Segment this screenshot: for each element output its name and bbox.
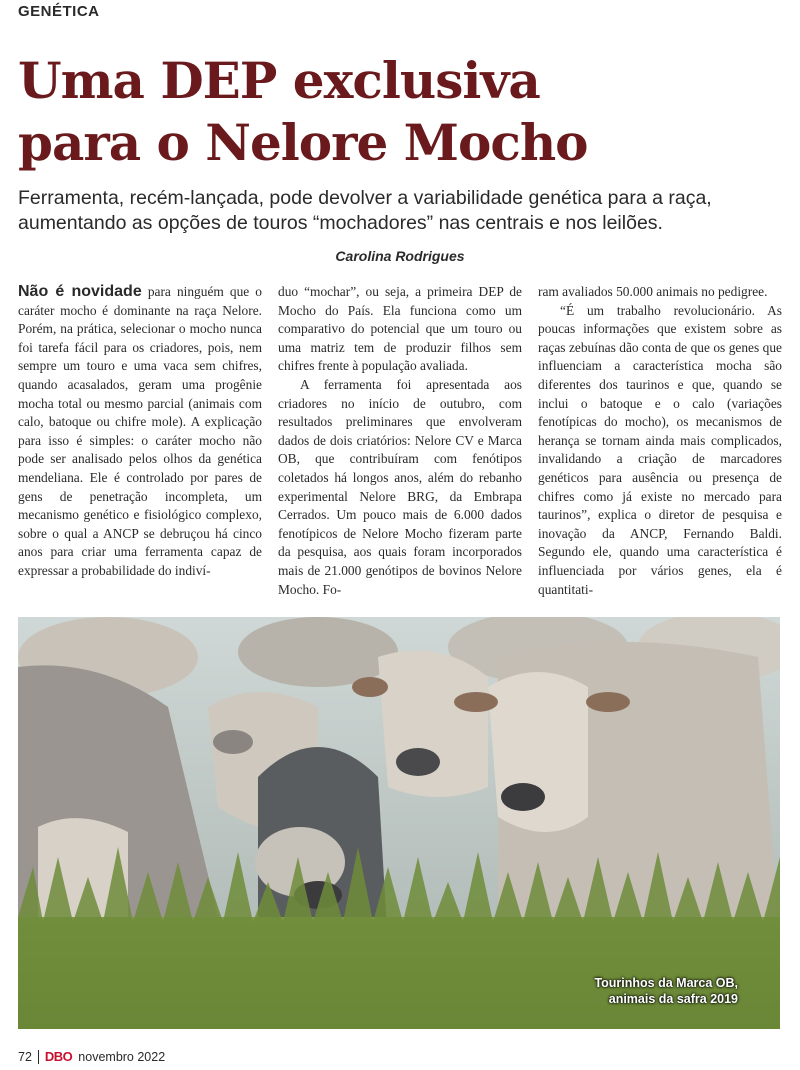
paragraph: duo “mochar”, ou seja, a primeira DEP de Mocho do País. Ela funciona como um comparativo do potencial que um touro ou uma matriz tem de produzir filhos sem chifres frente à população avaliada.: [278, 284, 522, 374]
text-column-1: [18, 283, 262, 581]
article-title: [18, 50, 788, 174]
caption-line-2: animais da safra 2019: [608, 992, 738, 1006]
title-line-1: Uma DEP exclusiva: [18, 51, 540, 110]
cattle-photo: [18, 617, 780, 1029]
text-column-2: [278, 283, 522, 599]
issue-date: novembro 2022: [78, 1049, 166, 1064]
title-line-2: para o Nelore Mocho: [18, 113, 588, 172]
author-byline: Carolina Rodrigues: [335, 248, 465, 264]
paragraph: A ferramenta foi apresentada aos criadores no início de outubro, com resultados preliminares que envolveram dados de dois criatórios: Nelore CV e Marca OB, que contribuíram com fenótipos coletados há longos anos, além do rebanho experimental Nelore BRG, da Embrapa Cerrados. Um pouco mais de 6.000 dados fenotípicos de Nelore Mocho fizeram parte da pesquisa, aos quais foram incorporados mais de 21.000 genótipos de bovinos Nelore Mocho. Fo-: [278, 376, 522, 597]
brand-logo: DBO: [44, 1049, 73, 1064]
photo-caption: [594, 975, 738, 1007]
paragraph: “É um trabalho revolucionário. As poucas informações que existem sobre as raças zebuínas dão conta de que os genes que influenciam a característica mocha são diferentes dos taurinos e que, quando se inclui o batoque e o calo (variações fenotípicas do mocho), os mecanismos de herança se tornam ainda mais complicados, invalidando a criação de marcadores genéticos para ausência ou presença de chifres como já existe no mercado para taurinos”, explica o diretor de pesquisa e inovação da ANCP, Fernando Baldi. Segundo ele, quando uma característica é influenciada por vários genes, ela é quantitati-: [538, 302, 782, 597]
article-subtitle: Ferramenta, recém-lançada, pode devolver a variabilidade genética para a raça, aumentando as opções de touros “mochadores” nas centrais e nos leilões.: [18, 187, 712, 234]
paragraph: [18, 283, 262, 581]
cattle-illustration: [18, 617, 780, 1029]
lead-in: Não é novidade: [18, 283, 142, 300]
text-column-3: [538, 283, 782, 599]
section-label: GENÉTICA: [18, 3, 100, 20]
paragraph: ram avaliados 50.000 animais no pedigree.: [538, 284, 768, 299]
page-footer: [18, 1049, 165, 1064]
caption-line-1: Tourinhos da Marca OB,: [594, 976, 738, 990]
page-number: 72: [18, 1049, 32, 1064]
footer-divider: [38, 1050, 39, 1064]
paragraph-text: para ninguém que o caráter mocho é dominante na raça Nelore. Porém, na prática, selecionar o mocho nunca foi tarefa fácil para os criadores, pois, nem sempre um touro e uma vaca sem chifres, quando acasalados, geram uma progênie mocha total ou mesmo parcial (animais com calo, batoque ou chifre mole). A explicação para isso é simples: o caráter mocho não pode ser analisado pelos olhos da genética mendeliana. Ele é controlado por pares de gens de penetração incompleta, um mecanismo genético e fisiológico complexo, sobre o qual a ANCP se debruçou há cinco anos para criar uma ferramenta capaz de expressar a probabilidade do indiví-: [18, 284, 263, 578]
